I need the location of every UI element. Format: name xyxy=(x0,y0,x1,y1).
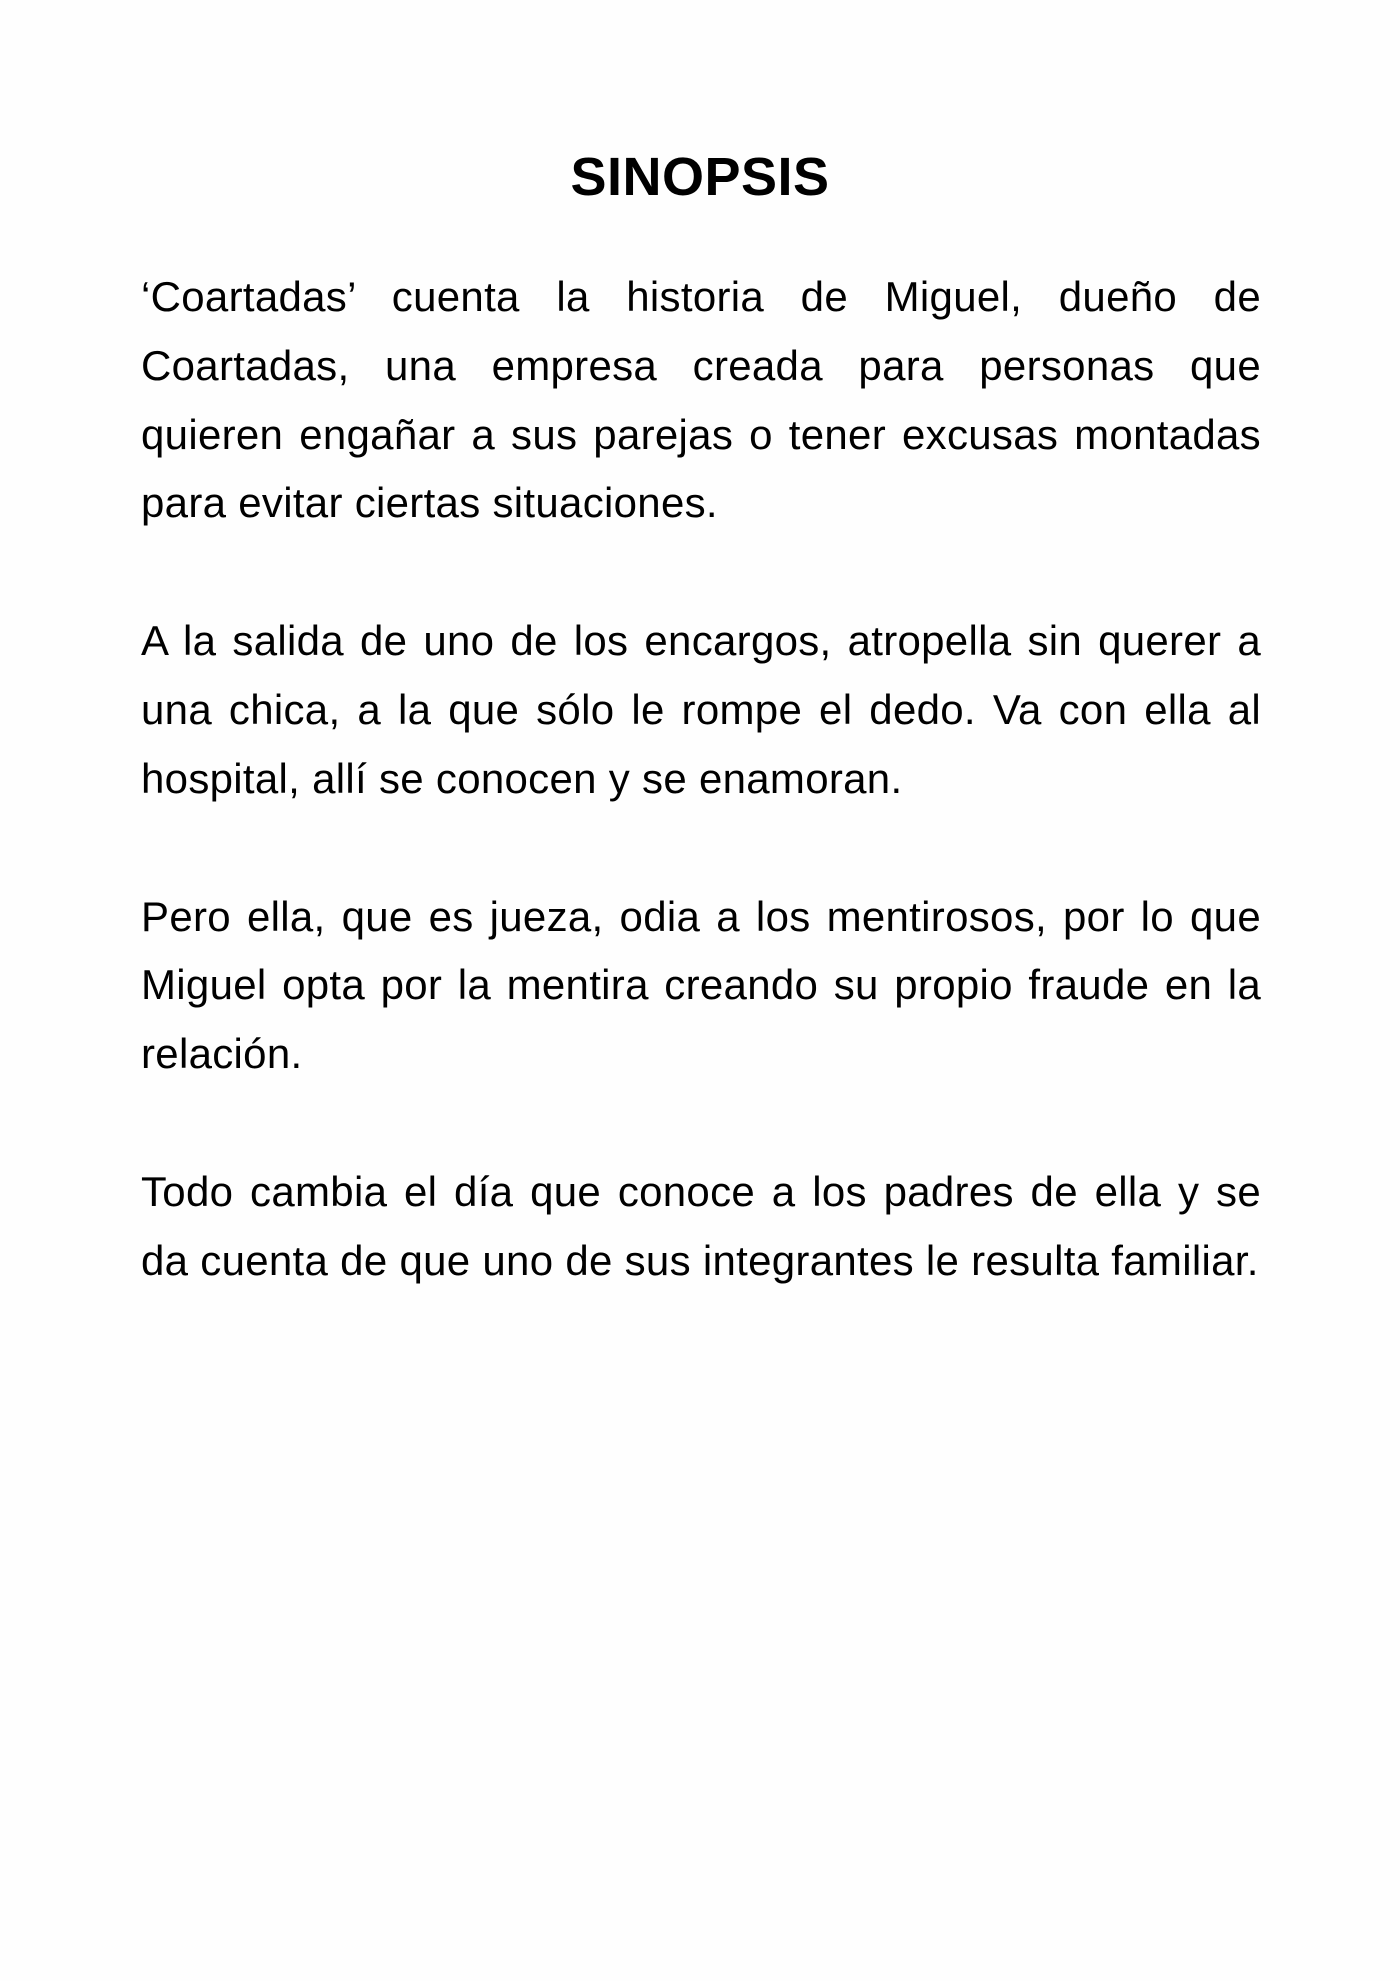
paragraph-judge: Pero ella, que es jueza, odia a los mentirosos, por lo que Miguel opta por la mentira creando su propio fraude en la relación. xyxy=(141,892,1261,1078)
paragraph-accident: A la salida de uno de los encargos, atropella sin querer a una chica, a la que sólo le rompe el dedo. Va con ella al hospital, allí se conocen y se enamoran. xyxy=(141,617,1261,802)
synopsis-body xyxy=(141,263,1261,1365)
paragraph-intro: ‘Coartadas’ cuenta la historia de Miguel, dueño de Coartadas, una empresa creada para personas que quieren engañar a sus parejas o tener excusas montadas para evitar ciertas situaciones. xyxy=(141,273,1261,527)
paragraph-parents: Todo cambia el día que conoce a los padres de ella y se da cuenta de que uno de sus integrantes le resulta familiar. xyxy=(141,1167,1261,1284)
page-title: SINOPSIS xyxy=(570,147,830,207)
